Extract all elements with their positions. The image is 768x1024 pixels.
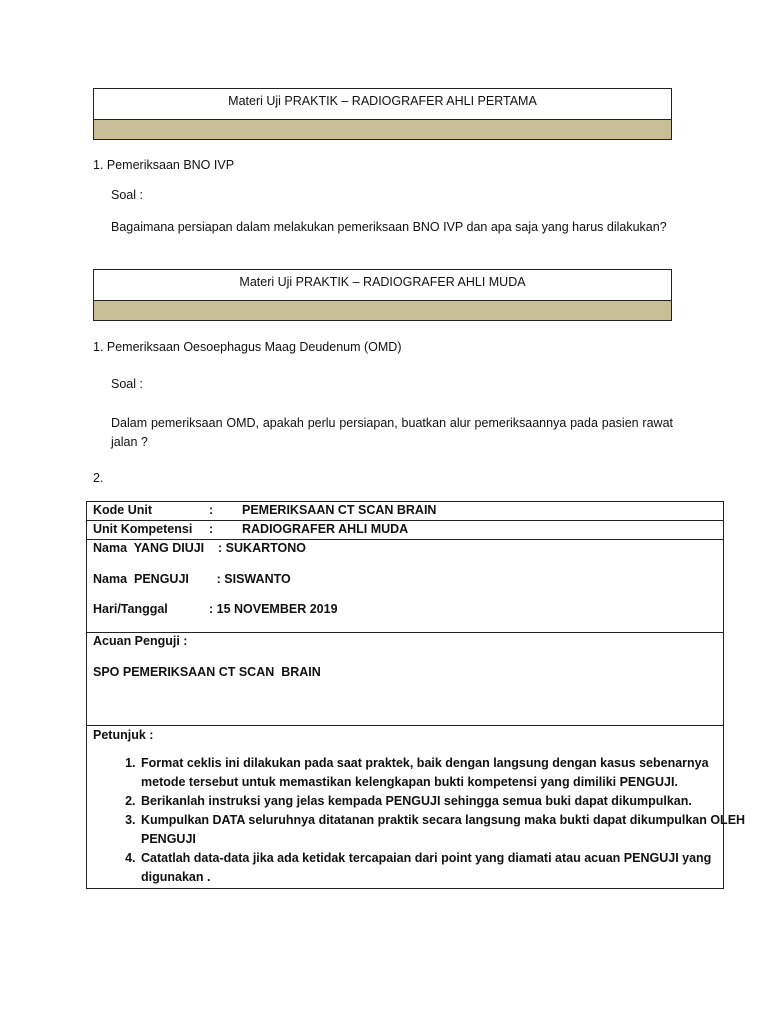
assessment-table bbox=[86, 501, 746, 889]
unit-kompetensi-value: RADIOGRAFER AHLI MUDA bbox=[242, 522, 409, 536]
item-title-omd: 1. Pemeriksaan Oesoephagus Maag Deudenum (OMD) bbox=[93, 340, 402, 354]
nama-diuji: Nama YANG DIUJI : SUKARTONO bbox=[93, 541, 307, 555]
acuan-label: Acuan Penguji : bbox=[93, 634, 188, 648]
soal-text-omd: Dalam pemeriksaan OMD, apakah perlu persiapan, buatkan alur pemeriksaannya pada pasien rawat jalan ? bbox=[111, 416, 673, 449]
row-unit-kompetensi bbox=[87, 521, 723, 540]
petunjuk-label: Petunjuk : bbox=[93, 728, 154, 742]
petunjuk-item: 3. Kumpulkan DATA seluruhnya ditatanan praktik secara langsung maka bukti dapat dikumpulkan OLEH PENGUJI bbox=[139, 811, 749, 849]
petunjuk-list bbox=[101, 754, 749, 887]
hari-tanggal-value: : 15 NOVEMBER 2019 bbox=[209, 602, 338, 616]
soal-text-bno-ivp: Bagaimana persiapan dalam melakukan pemeriksaan BNO IVP dan apa saja yang harus dilakukan? bbox=[111, 220, 667, 234]
unit-kompetensi-label: Unit Kompetensi bbox=[93, 522, 193, 536]
row-identitas bbox=[87, 540, 723, 633]
kode-unit-separator: : bbox=[209, 503, 214, 517]
kode-unit-label: Kode Unit bbox=[93, 503, 153, 517]
row-acuan-penguji bbox=[87, 633, 723, 726]
row-kode-unit bbox=[87, 502, 723, 521]
acuan-value: SPO PEMERIKSAAN CT SCAN BRAIN bbox=[93, 665, 321, 679]
petunjuk-item: 4. Catatlah data-data jika ada ketidak tercapaian dari point yang diamati atau acuan PENGUJI yang digunakan . bbox=[139, 849, 749, 887]
header-box-ahli-muda bbox=[93, 269, 672, 321]
soal-label: Soal : bbox=[111, 377, 143, 391]
header-title-ahli-muda: Materi Uji PRAKTIK – RADIOGRAFER AHLI MUDA bbox=[239, 275, 526, 289]
row-petunjuk bbox=[87, 726, 746, 888]
header-bar bbox=[94, 119, 671, 139]
item-title-bno-ivp: 1. Pemeriksaan BNO IVP bbox=[93, 158, 235, 172]
petunjuk-item: 2. Berikanlah instruksi yang jelas kempada PENGUJI sehingga semua buki dapat dikumpulkan. bbox=[139, 792, 749, 811]
nama-penguji: Nama PENGUJI : SISWANTO bbox=[93, 572, 291, 586]
petunjuk-item: 1. Format ceklis ini dilakukan pada saat praktek, baik dengan langsung dengan kasus sebenarnya metode tersebut untuk memastikan kelengkapan bukti kompetensi yang dimiliki PENGUJI. bbox=[139, 754, 749, 792]
soal-label: Soal : bbox=[111, 188, 143, 202]
unit-kompetensi-separator: : bbox=[209, 522, 214, 536]
header-title-ahli-pertama: Materi Uji PRAKTIK – RADIOGRAFER AHLI PERTAMA bbox=[228, 94, 537, 108]
item-number-2: 2. bbox=[93, 471, 104, 485]
hari-tanggal-label: Hari/Tanggal bbox=[93, 602, 168, 616]
header-bar bbox=[94, 300, 671, 320]
kode-unit-value: PEMERIKSAAN CT SCAN BRAIN bbox=[242, 503, 437, 517]
header-box-ahli-pertama bbox=[93, 88, 672, 140]
